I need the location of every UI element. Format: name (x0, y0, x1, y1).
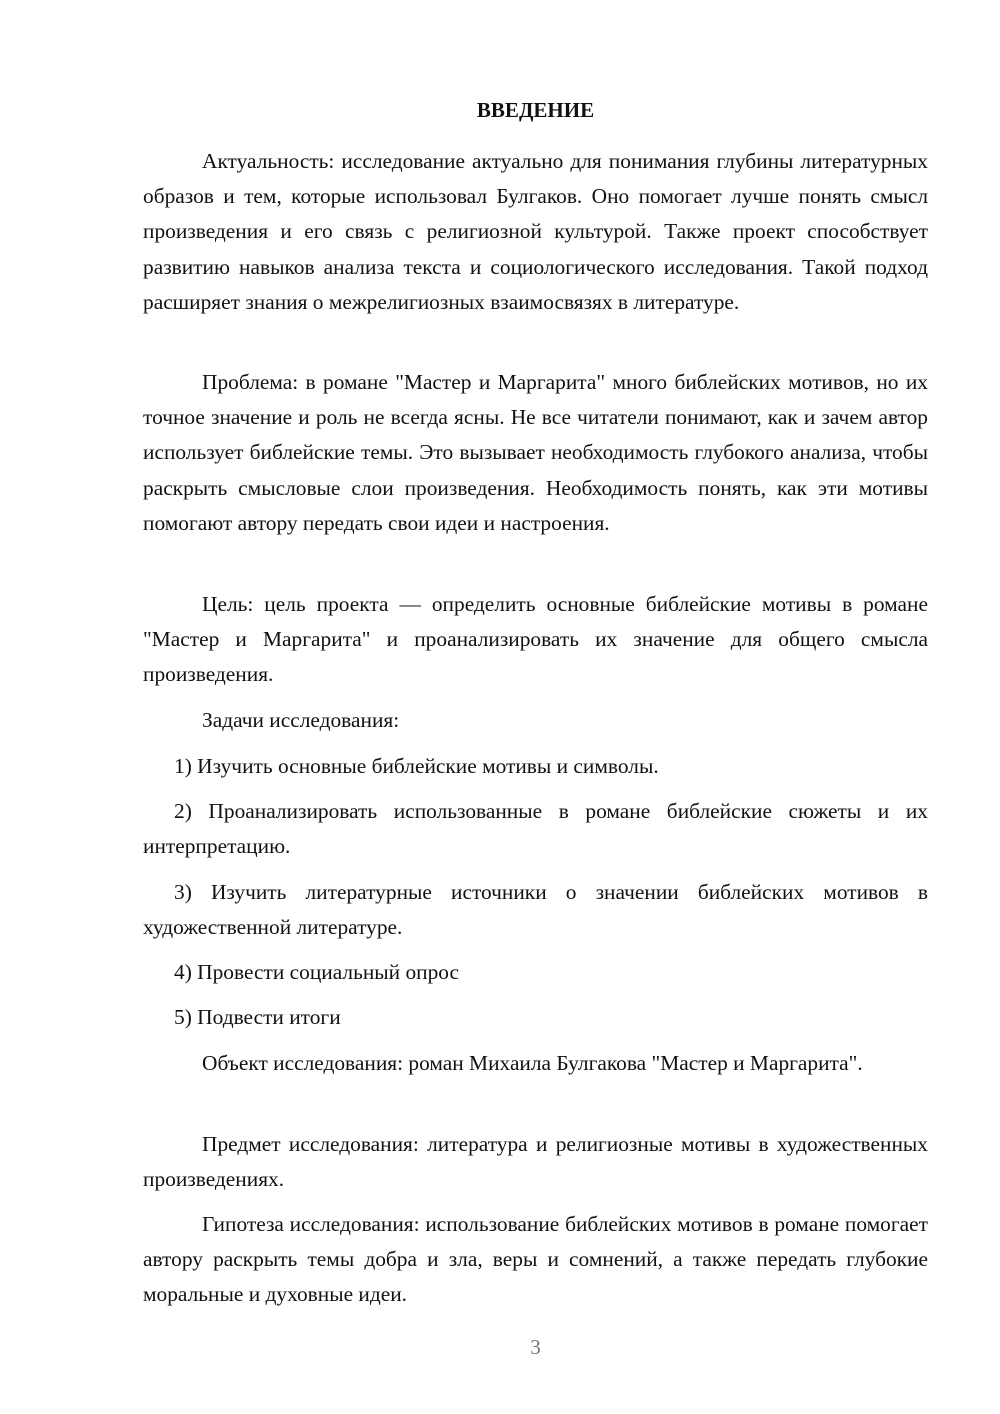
task-item-3: 3) Изучить литературные источники о значении библейских мотивов в художественной литературе. (143, 880, 928, 940)
paragraph-relevance: Актуальность: исследование актуально для понимания глубины литературных образов и тем, которые использовал Булгаков. Оно помогает лучше понять смысл произведения и его связь с религиозной культурой. Также проект способствует развитию навыков анализа текста и социологического исследования. Такой подход расширяет знания о межрелигиозных взаимосвязях в литературе. (143, 149, 928, 314)
task-item-5: 5) Подвести итоги (174, 1005, 341, 1029)
paragraph-goal: Цель: цель проекта — определить основные библейские мотивы в романе "Мастер и Маргарита" и проанализировать их значение для общего смысла произведения. (143, 592, 928, 687)
paragraph-hypothesis: Гипотеза исследования: использование библейских мотивов в романе помогает автору раскрыть темы добра и зла, веры и сомнений, а также передать глубокие моральные и духовные идеи. (143, 1212, 928, 1307)
paragraph-object: Объект исследования: роман Михаила Булгакова "Мастер и Маргарита". (202, 1051, 863, 1075)
section-heading: ВВЕДЕНИЕ (476, 98, 595, 122)
page-number: 3 (530, 1335, 541, 1359)
paragraph-subject: Предмет исследования: литература и религиозные мотивы в художественных произведениях. (143, 1132, 928, 1192)
tasks-title: Задачи исследования: (202, 708, 400, 732)
paragraph-problem: Проблема: в романе "Мастер и Маргарита" много библейских мотивов, но их точное значение и роль не всегда ясны. Не все читатели понимают, как и зачем автор использует библейские темы. Это вызывает необходимость глубокого анализа, чтобы раскрыть смысловые слои произведения. Необходимость понять, как эти мотивы помогают автору передать свои идеи и настроения. (143, 370, 928, 535)
task-item-4: 4) Провести социальный опрос (174, 960, 460, 984)
task-item-2: 2) Проанализировать использованные в романе библейские сюжеты и их интерпретацию. (143, 799, 928, 859)
task-item-1: 1) Изучить основные библейские мотивы и символы. (174, 754, 659, 778)
